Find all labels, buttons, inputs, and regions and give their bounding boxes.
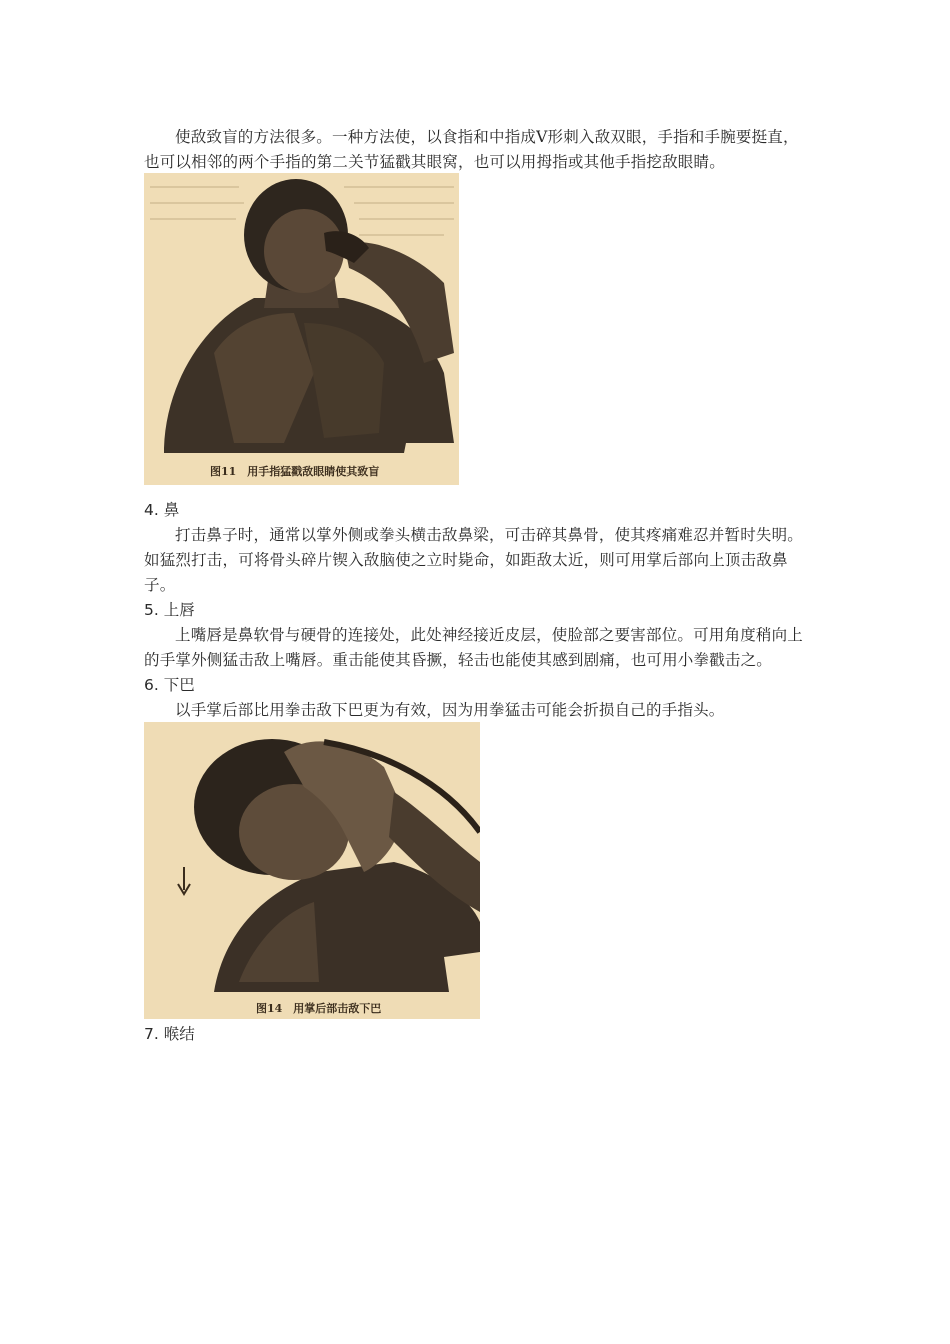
section-heading-nose (144, 498, 179, 523)
figure1-caption: 图11 用手指猛戳敌眼睛使其致盲 (210, 465, 380, 478)
section-title: 下巴 (163, 676, 195, 694)
section-number: 4. (144, 501, 159, 519)
figure-chin-strike-photo (144, 722, 480, 1019)
figure-eye-strike (144, 173, 459, 485)
section-number: 6. (144, 676, 159, 694)
section-heading-upper-lip (144, 598, 195, 623)
section-title: 喉结 (163, 1025, 195, 1043)
section-number: 7. (144, 1025, 159, 1043)
section-body-upper-lip: 上嘴唇是鼻软骨与硬骨的连接处，此处神经接近皮层，使脸部之要害部位。可用角度稍向上的手掌外侧猛击敌上嘴唇。重击能使其昏撅，轻击也能使其感到剧痛，也可用小拳戳击之。 (144, 626, 804, 669)
section-heading-chin (144, 673, 195, 698)
section-heading-adams-apple (144, 1022, 195, 1047)
figure2-caption: 图14 用掌后部击敌下巴 (256, 1002, 382, 1015)
section-title: 鼻 (163, 501, 180, 519)
section-body-nose: 打击鼻子时，通常以掌外侧或拳头横击敌鼻梁，可击碎其鼻骨，使其疼痛难忍并暂时失明。如猛烈打击，可将骨头碎片锲入敌脑使之立时毙命，如距敌太近，则可用掌后部向上顶击敌鼻子。 (144, 526, 804, 594)
section-body-chin: 以手掌后部比用拳击敌下巴更为有效，因为用拳猛击可能会折损自己的手指头。 (175, 701, 725, 719)
intro-paragraph: 使敌致盲的方法很多。一种方法使，以食指和中指成V形刺入敌双眼，手指和手腕要挺直，也可以相邻的两个手指的第二关节猛戳其眼窝，也可以用拇指或其他手指挖敌眼睛。 (144, 128, 799, 171)
figure-chin-strike (144, 722, 480, 1019)
section-title: 上唇 (163, 601, 195, 619)
figure-eye-strike-photo (144, 173, 459, 485)
section-number: 5. (144, 601, 159, 619)
